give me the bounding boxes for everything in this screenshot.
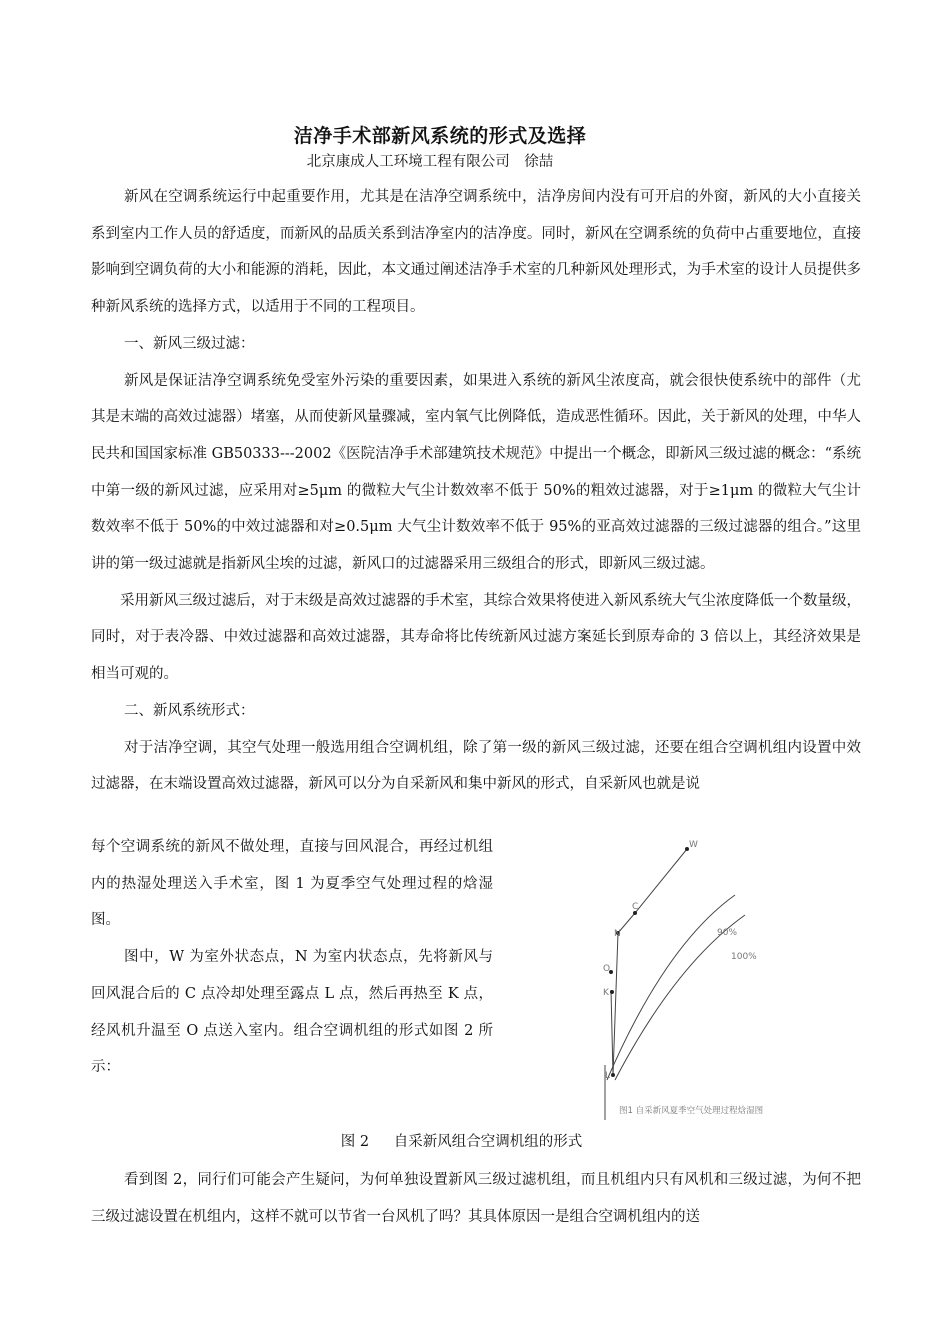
section2-paragraph-2: 图中，W 为室外状态点，N 为室内状态点，先将新风与回风混合后的 C 点冷却处理至露点 L 点，然后再热至 K 点，经风机升温至 O 点送入室内。组合空调机组的形式如图 2 所示：: [91, 949, 493, 1076]
point-o-label: O: [603, 964, 611, 974]
figure2-caption-number: 图 2: [340, 1134, 370, 1150]
point-k-label: K: [603, 988, 609, 998]
point-k-marker: [610, 990, 614, 994]
point-w-label: W: [689, 840, 698, 850]
section2-paragraph-1: 对于洁净空调，其空气处理一般选用组合空调机组，除了第一级的新风三级过滤，还要在组合空调机组内设置中效过滤器，在末端设置高效过滤器，新风可以分为自采新风和集中新风的形式，自采新风也就是说: [91, 739, 861, 793]
upper-text-block: [91, 179, 861, 803]
psychrometric-chart-figure: [585, 835, 785, 1120]
section1-heading: 一、新风三级过滤：: [124, 335, 255, 352]
curve-90-label: 90%: [717, 928, 738, 938]
figure1-caption: 图1 自采新风夏季空气处理过程焓湿图: [619, 1106, 764, 1116]
point-c-label: C: [632, 902, 639, 912]
document-title: 洁净手术部新风系统的形式及选择: [293, 125, 587, 147]
figure2-caption: [0, 1130, 923, 1151]
process-line-c-w: [635, 849, 687, 913]
author-line: 北京康成人工环境工程有限公司 徐喆: [306, 154, 554, 170]
lower-text-block: [91, 1162, 861, 1235]
section1-paragraph-2: 采用新风三级过滤后，对于末级是高效过滤器的手术室，其综合效果将使进入新风系统大气尘浓度降低一个数量级，同时，对于表冷器、中效过滤器和高效过滤器，其寿命将比传统新风过滤方案延长到原寿命的 3 倍以上，其经济效果是相当可观的。: [91, 592, 861, 683]
figure-side-text: [91, 829, 493, 1086]
point-n-label: N: [614, 929, 621, 939]
section2-heading: 二、新风系统形式：: [124, 702, 255, 719]
intro-paragraph: 新风在空调系统运行中起重要作用，尤其是在洁净空调系统中，洁净房间内没有可开启的外窗，新风的大小直接关系到室内工作人员的舒适度，而新风的品质关系到洁净室内的洁净度。同时，新风在空调系统的负荷中占重要地位，直接影响到空调负荷的大小和能源的消耗，因此，本文通过阐述洁净手术室的几种新风处理形式，为手术室的设计人员提供多种新风系统的选择方式，以适用于不同的工程项目。: [91, 189, 861, 316]
section1-paragraph-1: 新风是保证洁净空调系统免受室外污染的重要因素，如果进入系统的新风尘浓度高，就会很快使系统中的部件（尤其是末端的高效过滤器）堵塞，从而使新风量骤减，室内氧气比例降低，造成恶性循环。因此，关于新风的处理，中华人民共和国国家标准 GB50333---2002《医院洁净手术部建筑技术规范》中提出一个概念，即新风三级过滤的概念：“系统中第一级的新风过滤，应采用对≥5μm 的微粒大气尘计数效率不低于 50%的粗效过滤器，对于≥1μm 的微粒大气尘计数效率不低于 50%的中效过滤器和对≥0.5μm 大气尘计数效率不低于 95%的亚高效过滤器的三级过滤器的组合。”这里讲的第一级过滤就是指新风尘埃的过滤，新风口的过滤器采用三级组合的形式，即新风三级过滤。: [91, 372, 861, 573]
section2-paragraph-1-continued: 每个空调系统的新风不做处理，直接与回风混合，再经过机组内的热湿处理送入手术室，图 1 为夏季空气处理过程的焓湿图。: [91, 839, 493, 929]
curve-100-label: 100%: [731, 952, 757, 962]
curve-100-percent: [615, 915, 745, 1080]
point-l-label: L: [605, 1071, 611, 1081]
process-line-n-l: [613, 933, 618, 1075]
figure2-caption-text: 自采新风组合空调机组的形式: [393, 1134, 583, 1150]
closing-paragraph: 看到图 2，同行们可能会产生疑问，为何单独设置新风三级过滤机组，而且机组内只有风机和三级过滤，为何不把三级过滤设置在机组内，这样不就可以节省一台风机了吗？其具体原因一是组合空调机组内的送: [91, 1172, 861, 1225]
point-l-marker: [611, 1073, 615, 1077]
